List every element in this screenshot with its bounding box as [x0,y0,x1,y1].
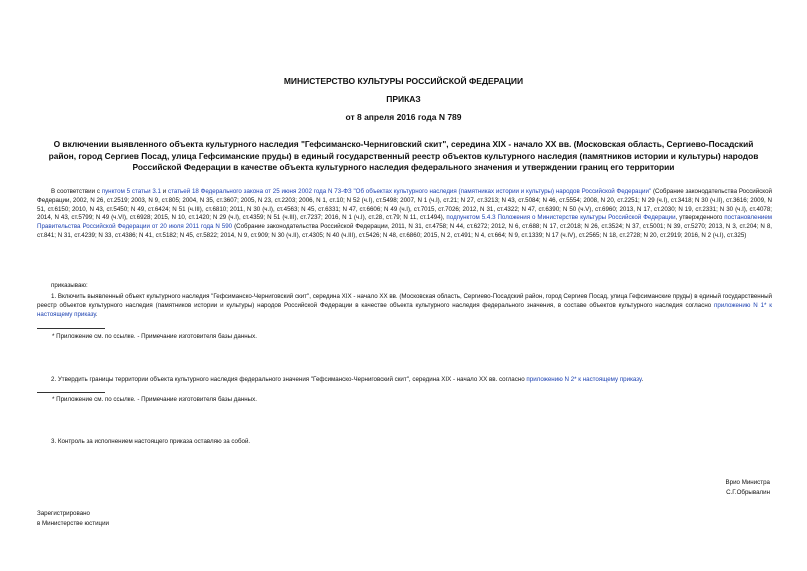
footnote-divider [37,328,105,329]
preamble-text: (Собрание законодательства Российской Федерации, 2011, N 31, ст.4758; N 44, ст.6272; 2012, N 6, ст.688; N 17, ст.2018; N 26, ст.3524; N 37, ст.5001; N 39, ст.5270; 2013, N 3, ст.204; N 8, ст.841; N 31, ст.4239; N 33, ст.4386; N 41, ст.5182; N 45, ст.5822; 2014, N 9, ст.909; N 30 (ч.II), ст.4305; N 40 (ч.III), ст.5426; N 48, ст.6860; 2015, N 2, ст.491; N 4, ст.664; N 9, ст.1339; N 17 (ч.IV), ст.2565; N 18, ст.2728; N 20, ст.2919; 2016, N 2 (ч.I), ст.325) [37,223,772,239]
footnote-2: * Приложение см. по ссылке. - Примечание изготовителя базы данных. [52,396,257,403]
item-1-text: 1. Включить выявленный объект культурного наследия "Гефсиманско-Черниговский скит", середина XIX - начало XX вв. (Московская область, Сергиево-Посадский район, город Сергиев Посад, улица Гефсиманские пруды) в единый государственный реестр объектов культурного наследия (памятников истории и культуры) народов Российской Федерации в качестве объекта культурного наследия федерального значения, в составе объектов культурного наследия согласно [37,293,772,309]
doc-type-heading: ПРИКАЗ [386,94,421,104]
preamble-paragraph [37,188,772,241]
link-appendix-1[interactable]: приложению N 1* к настоящему приказу [37,301,772,318]
preamble-text: и [160,188,169,195]
ministry-heading: МИНИСТЕРСТВО КУЛЬТУРЫ РОССИЙСКОЙ ФЕДЕРАЦИИ [283,76,524,86]
item-2-paragraph [37,376,772,385]
registration-line-2: в Министерстве юстиции [37,519,110,527]
link-federal-law-73[interactable]: статьей 18 Федерального закона от 25 июня 2002 года N 73-ФЗ "Об объектах культурного наследия (памятниках истории и культуры) народов Российской Федерации" [168,188,652,195]
page-title: О включении выявленного объекта культурного наследия "Гефсиманско-Черниговский скит", середина XIX - начало XX вв. (Московская область, Сергиево-Посадский район, город Сергиев Посад, улица Гефсиманские пруды) в единый государственный реестр объектов культурного наследия (памятников истории и культуры) народов Российской Федерации в качестве объекта культурного наследия федерального значения и утверждении границ его территории [48,139,759,172]
signature-block [726,478,770,497]
footnote-divider [37,392,105,393]
preamble-text: В соответствии с [51,188,102,195]
link-appendix-2[interactable]: приложению N 2* к настоящему приказу [526,376,642,383]
item-1-end: . [95,310,98,318]
preamble-text: (Собрание законодательства Российской Федерации, 2002, N 26, ст.2519; 2003, N 9, ст.805; 2004, N 35, ст.3607; 2005, N 23, ст.2203; 2006, N 1, ст.10; N 52 (ч.I), ст.5498; 2007, N 1 (ч.I), ст.21; N 27, ст.3213; N 43, ст.5084; N 46, ст.5554; 2008, N 20, ст.2251; N 29 (ч.I), ст.3418; N 30 (ч.II), ст.3616; 2009, N 51, ст.6150; 2010, N 43, ст.5450; N 49, ст.6424; N 51 (ч.III), ст.6810; 2011, N 30 (ч.I), ст.4563; N 45, ст.6331; N 47, ст.6606; N 49 (ч.I), ст.7015, ст.7026; 2012, N 31, ст.4322; N 47, ст.6390; N 50 (ч.V), ст.6960; 2013, N 17, ст.2030; N 19, ст.2331; N 30 (ч.I), ст.4078; 2014, N 43, ст.5799; N 49 (ч.VI), ст.6928; 2015, N 10, ст.1420; N 29 (ч.I), ст.4359; N 51 (ч.III), ст.7237; 2016, N 1 (ч.I), ст.28, ст.79; N 11, ст.1494), [37,188,773,222]
preamble-text: , утвержденного [675,214,725,222]
signature-name: С.Г.Обрывалин [726,488,770,496]
prikazyvayu-text: приказываю: [51,282,88,289]
item-2-text: 2. Утвердить границы территории объекта культурного наследия федерального значения "Гефсиманско-Черниговский скит", середина XIX - начало XX вв. согласно [51,376,527,383]
signature-position: Врио Министра [725,479,770,486]
item-3-paragraph: 3. Контроль за исполнением настоящего приказа оставляю за собой. [51,438,251,445]
registration-block [37,509,109,528]
date-number-heading: от 8 апреля 2016 года N 789 [345,112,462,122]
link-government-resolution-590[interactable]: постановлением Правительства Российской Федерации от 20 июля 2011 года N 590 [37,214,773,231]
link-ministry-regulation[interactable]: подпунктом 5.4.3 Положения о Министерстве культуры Российской Федерации [446,214,676,222]
link-article-3-1[interactable]: пунктом 5 статьи 3.1 [101,188,161,195]
registration-line-1: Зарегистрировано [37,510,90,517]
item-2-end: . [641,376,644,383]
footnote-1: * Приложение см. по ссылке. - Примечание изготовителя базы данных. [52,333,257,340]
item-1-paragraph [37,293,772,319]
